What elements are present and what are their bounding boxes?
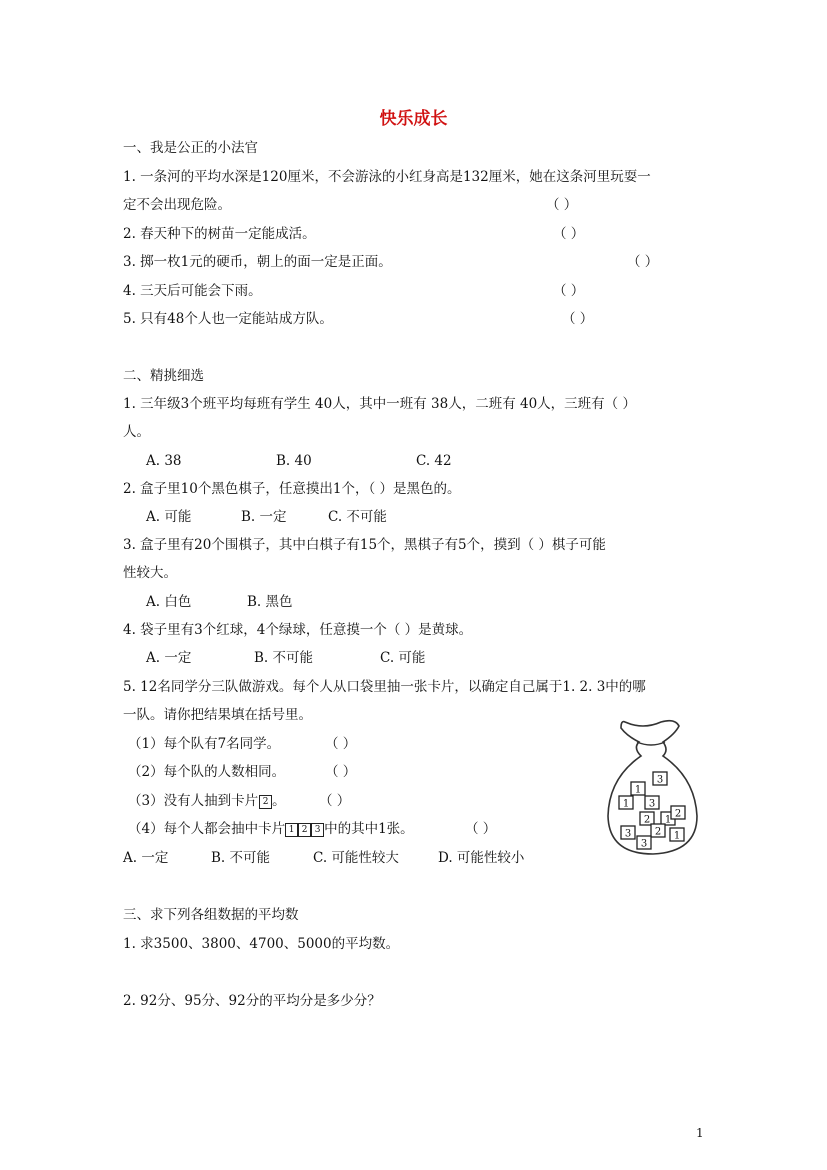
s1-q5: 5. 只有48个人也一定能站成方队。 [123, 311, 333, 327]
bag-card-label: 3 [656, 774, 664, 786]
s2-q5-sub3-text: （3）没有人抽到卡片 [128, 793, 259, 809]
s2-q4-option-b: B. 不可能 [254, 650, 314, 666]
s2-q5-sub3-paren[interactable]: （ ） [319, 793, 351, 809]
s2-q5-sub2: （2）每个队的人数相同。 [128, 764, 286, 780]
s1-q1-line2: 定不会出现危险。 [123, 197, 231, 213]
section2-heading: 二、精挑细选 [123, 368, 204, 384]
bag-card-label: 2 [674, 808, 682, 820]
s2-q5-sub1-paren[interactable]: （ ） [325, 736, 357, 752]
s2-q5-line1: 5. 12名同学分三队做游戏。每个人从口袋里抽一张卡片，以确定自己属于1. 2. 3中的哪 [123, 679, 646, 695]
bag-card-label: 1 [664, 814, 672, 826]
bag-card-label: 1 [634, 784, 642, 796]
s2-q3-line1: 3. 盒子里有20个围棋子，其中白棋子有15个，黑棋子有5个，摸到（ ）棋子可能 [123, 537, 606, 553]
s2-q3-option-b: B. 黑色 [247, 594, 293, 610]
s2-q5-sub3-end: 。 [272, 793, 286, 809]
s3-q2: 2. 92分、95分、92分的平均分是多少分？ [123, 993, 381, 1009]
bag-card-label: 1 [673, 830, 681, 842]
s3-q1: 1. 求3500、3800、4700、5000的平均数。 [123, 936, 400, 952]
s2-q5-option-a: A. 一定 [123, 850, 169, 866]
s2-q1-line2: 人。 [123, 424, 150, 440]
s2-q1-option-c: C. 42 [416, 453, 452, 469]
s1-q2: 2. 春天种下的树苗一定能成活。 [123, 226, 316, 242]
s2-q5-sub3 [128, 792, 286, 810]
s2-q2-option-b: B. 一定 [241, 509, 287, 525]
bag-card-label: 1 [622, 798, 630, 810]
s1-q3-answer-paren[interactable]: （ ） [627, 254, 659, 270]
s2-q5-sub4-end: 中的其中1张。 [324, 821, 414, 837]
section1-heading: 一、我是公正的小法官 [123, 140, 258, 156]
s1-q1-line1: 1. 一条河的平均水深是120厘米，不会游泳的小红身高是132厘米，她在这条河里玩耍一 [123, 169, 651, 185]
s2-q1-option-a: A. 38 [146, 453, 182, 469]
card-icon: 1 [285, 823, 298, 837]
s2-q2: 2. 盒子里10个黑色棋子，任意摸出1个，（ ）是黑色的。 [123, 481, 461, 497]
s2-q5-option-b: B. 不可能 [211, 850, 271, 866]
s2-q3-option-a: A. 白色 [146, 594, 192, 610]
page-number: 1 [696, 1126, 704, 1140]
s1-q4: 4. 三天后可能会下雨。 [123, 283, 262, 299]
s1-q5-answer-paren[interactable]: （ ） [562, 311, 594, 327]
s2-q2-option-a: A. 可能 [146, 509, 192, 525]
s2-q2-option-c: C. 不可能 [328, 509, 387, 525]
bag-card-label: 2 [654, 826, 662, 838]
s1-q1-answer-paren[interactable]: （ ） [546, 197, 578, 213]
s2-q3-line2: 性较大。 [123, 565, 177, 581]
s1-q3: 3. 掷一枚1元的硬币，朝上的面一定是正面。 [123, 254, 392, 270]
card-icon: 2 [259, 795, 272, 809]
page-title: 快乐成长 [379, 109, 448, 129]
s2-q4-option-a: A. 一定 [146, 650, 192, 666]
s2-q4: 4. 袋子里有3个红球，4个绿球，任意摸一个（ ）是黄球。 [123, 622, 473, 638]
card-icon: 3 [311, 823, 324, 837]
s2-q5-option-d: D. 可能性较小 [438, 850, 525, 866]
s2-q5-sub2-paren[interactable]: （ ） [325, 764, 357, 780]
s2-q5-sub1: （1）每个队有7名同学。 [128, 736, 281, 752]
bag-card-label: 3 [640, 838, 648, 850]
s2-q4-option-c: C. 可能 [380, 650, 426, 666]
s1-q4-answer-paren[interactable]: （ ） [553, 283, 585, 299]
s2-q1-option-b: B. 40 [276, 453, 312, 469]
s2-q5-sub4 [128, 820, 414, 838]
bag-cards [619, 772, 685, 850]
s2-q5-line2: 一队。请你把结果填在括号里。 [123, 707, 312, 723]
card-icon: 2 [298, 823, 311, 837]
bag-card-label: 3 [648, 798, 656, 810]
s2-q5-option-c: C. 可能性较大 [313, 850, 399, 866]
section3-heading: 三、求下列各组数据的平均数 [123, 907, 299, 923]
s2-q5-sub4-text: （4）每个人都会抽中卡片 [128, 821, 286, 837]
s2-q5-sub4-paren[interactable]: （ ） [465, 821, 497, 837]
s1-q2-answer-paren[interactable]: （ ） [553, 226, 585, 242]
bag-tie [637, 742, 665, 745]
card-bag-illustration [603, 716, 703, 858]
bag-card-label: 2 [643, 814, 651, 826]
bag-card-label: 3 [624, 828, 632, 840]
s2-q1-line1: 1. 三年级3个班平均每班有学生 40人，其中一班有 38人，二班有 40人，三班有（ ） [123, 396, 636, 412]
